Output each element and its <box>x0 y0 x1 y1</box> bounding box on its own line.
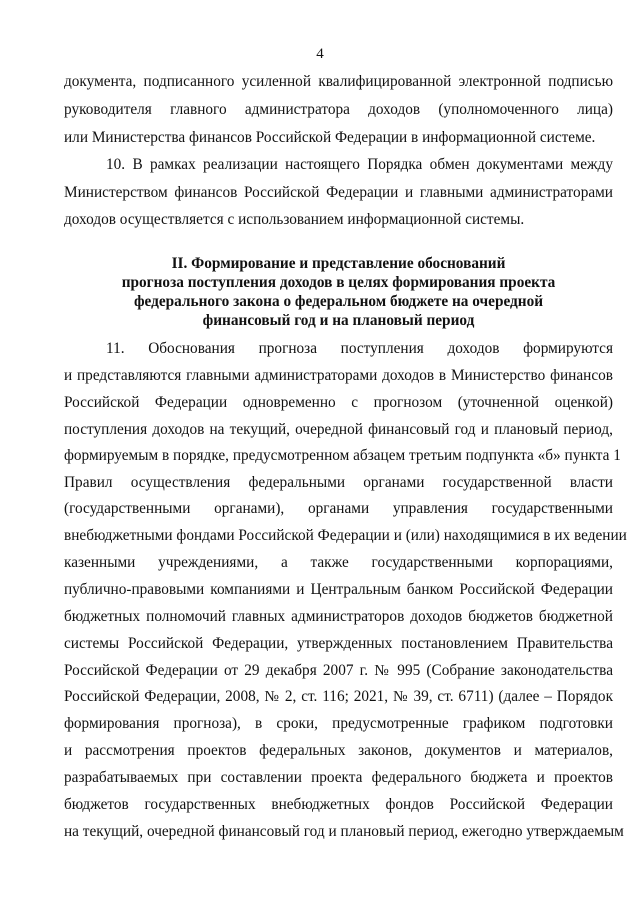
text-line: Российской Федерации одновременно с прогнозом (уточненной оценкой) <box>64 394 613 411</box>
text-line: или Министерства финансов Российской Федерации в информационной системе. <box>64 129 596 146</box>
text-line: на текущий, очередной финансовый год и плановый период, ежегодно утверждаемым <box>64 823 624 840</box>
text-line: системы Российской Федерации, утвержденных постановлением Правительства <box>64 635 613 652</box>
text-line: (государственными органами), органами управления государственными <box>64 500 613 517</box>
text-line: формируемым в порядке, предусмотренном абзацем третьим подпункта «б» пункта 1 <box>64 447 621 464</box>
text-line: Правил осуществления федеральными органами государственной власти <box>64 474 613 491</box>
text-line: 10. В рамках реализации настоящего Порядка обмен документами между <box>106 156 613 173</box>
text-line: внебюджетными фондами Российской Федерации и (или) находящимися в их ведении <box>64 527 627 544</box>
text-line: руководителя главного администратора доходов (уполномоченного лица) <box>64 101 613 118</box>
page-number: 4 <box>316 46 324 62</box>
text-line: разрабатываемых при составлении проекта федерального бюджета и проектов <box>64 769 613 786</box>
section-heading-line: федерального закона о федеральном бюджете на очередной <box>133 293 544 310</box>
text-line: документа, подписанного усиленной квалифицированной электронной подписью <box>64 73 613 90</box>
text-line: формирования прогноза), в сроки, предусмотренные графиком подготовки <box>64 715 613 732</box>
text-line: доходов осуществляется с использованием информационной системы. <box>64 211 525 228</box>
text-line: бюджетов государственных внебюджетных фондов Российской Федерации <box>64 796 613 813</box>
section-heading-line: финансовый год и на плановый период <box>202 312 475 329</box>
section-heading-line: прогноза поступления доходов в целях формирования проекта <box>121 274 556 291</box>
text-line: бюджетных полномочий главных администраторов доходов бюджетов бюджетной <box>64 608 613 625</box>
text-line: 11. Обоснования прогноза поступления доходов формируются <box>106 340 613 357</box>
text-line: поступления доходов на текущий, очередной финансовый год и плановый период, <box>64 421 613 438</box>
text-line: публично-правовыми компаниями и Центральным банком Российской Федерации <box>64 581 613 598</box>
text-line: казенными учреждениями, а также государственными корпорациями, <box>64 554 613 571</box>
text-line: Российской Федерации, 2008, № 2, ст. 116; 2021, № 39, ст. 6711) (далее – Порядок <box>64 688 613 705</box>
text-line: Министерством финансов Российской Федерации и главными администраторами <box>64 184 613 201</box>
section-heading-line: II. Формирование и представление обоснований <box>171 255 506 272</box>
text-line: Российской Федерации от 29 декабря 2007 г. № 995 (Собрание законодательства <box>64 662 613 679</box>
text-line: и рассмотрения проектов федеральных законов, документов и материалов, <box>64 742 613 759</box>
text-line: и представляются главными администраторами доходов в Министерство финансов <box>64 367 613 384</box>
